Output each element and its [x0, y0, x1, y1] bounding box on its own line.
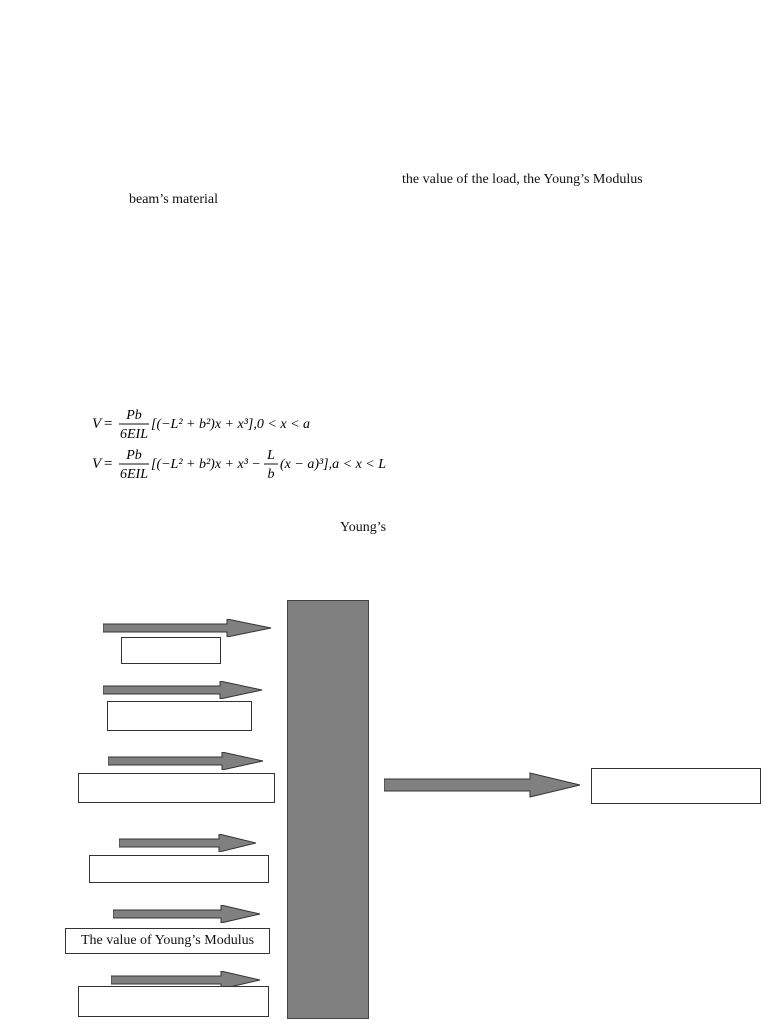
eq1-numerator: Pb: [126, 408, 142, 423]
input-arrow-3: [108, 752, 264, 770]
input-box-2: [107, 701, 252, 731]
text-line-1: the value of the load, the Young’s Modulus: [402, 172, 643, 187]
output-arrow: [384, 772, 582, 798]
eq2-denominator: 6EIL: [120, 467, 148, 482]
equation-2: [92, 444, 412, 488]
eq2-lhs: V: [92, 456, 102, 472]
input-box-6: [78, 986, 269, 1017]
input-arrow-1: [103, 619, 273, 637]
text-line-2: beam’s material: [129, 192, 219, 207]
central-block: [287, 600, 369, 1019]
eq1-lhs: V: [92, 416, 102, 432]
input-arrow-4: [119, 834, 257, 852]
label-youngs: Young’s: [340, 520, 387, 535]
input-box-youngs-modulus: The value of Young’s Modulus: [65, 928, 270, 954]
eq2-frac-denominator: b: [267, 467, 275, 482]
svg-text:=: =: [104, 416, 113, 432]
eq2-body-a: [(−L² + b²)x + x³ −: [151, 457, 261, 472]
input-box-1: [121, 637, 221, 664]
eq2-frac-numerator: L: [267, 448, 275, 463]
svg-text:=: =: [104, 456, 113, 472]
input-box-4: [89, 855, 269, 883]
eq2-numerator: Pb: [126, 448, 142, 463]
eq1-body: [(−L² + b²)x + x³],0 < x < a: [151, 417, 310, 432]
eq1-denominator: 6EIL: [120, 427, 148, 442]
eq2-body-b: (x − a)³],a < x < L: [280, 457, 387, 472]
output-box: [591, 768, 761, 804]
input-box-3: [78, 773, 275, 803]
input-arrow-5: [113, 905, 261, 923]
equation-1: [92, 404, 412, 448]
input-arrow-2: [103, 681, 263, 699]
